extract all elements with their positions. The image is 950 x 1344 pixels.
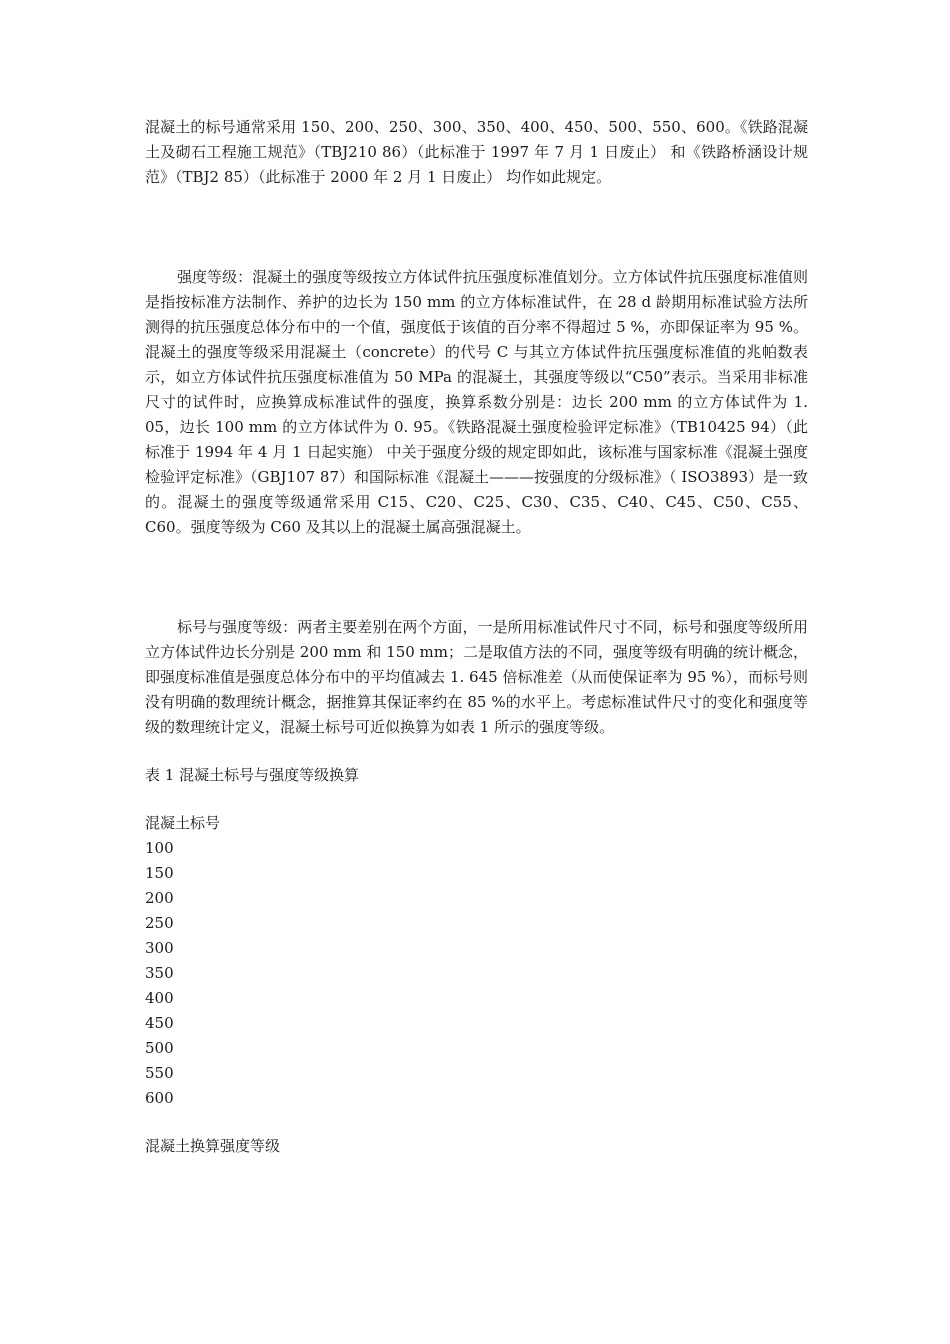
list-item: 200 xyxy=(145,889,174,907)
list-item: 300 xyxy=(145,939,174,957)
list-item: 150 xyxy=(145,864,174,882)
paragraph-strength-class: 强度等级：混凝土的强度等级按立方体试件抗压强度标准值划分。立方体试件抗压强度标准值则是指按标准方法制作、养护的边长为 150 mm 的立方体标准试件，在 28 d 龄期用标准试验方法所测得的抗压强度总体分布中的一个值，强度低于该值的百分率不得超过 5 %，亦即保证率为 95 %。混凝土的强度等级采用混凝土（concrete）的代号 C 与其立方体试件抗压强度标准值的兆帕数表示，如立方体试件抗压强度标准值为 50 MPa 的混凝土，其强度等级以“C50”表示。当采用非标准尺寸的试件时，应换算成标准试件的强度，换算系数分别是：边长 200 mm 的立方体试件为 1. 05，边长 100 mm 的立方体试件为 0. 95。《铁路混凝土强度检验评定标准》（TB10425 94）（此标准于 1994 年 4 月 1 日起实施） 中关于强度分级的规定即如此，该标准与国家标准《混凝土强度检验评定标准》（GBJ107 87）和国际标准《混凝土———按强度的分级标准》（ ISO3893）是一致的。混凝土的强度等级通常采用 C15、C20、C25、C30、C35、C40、C45、C50、C55、C60。强度等级为 C60 及其以上的混凝土属高强混凝土。 xyxy=(145,268,808,536)
list-item: 350 xyxy=(145,964,174,982)
list-item: 450 xyxy=(145,1014,174,1032)
list-item: 400 xyxy=(145,989,174,1007)
spacer xyxy=(145,740,808,763)
list-item: 550 xyxy=(145,1064,174,1082)
list-item: 100 xyxy=(145,839,174,857)
paragraph-grade-vs-class: 标号与强度等级：两者主要差别在两个方面，一是所用标准试件尺寸不同，标号和强度等级所用立方体试件边长分别是 200 mm 和 150 mm；二是取值方法的不同，强度等级有明确的统计概念，即强度标准值是强度总体分布中的平均值减去 1. 645 倍标准差（从而使保证率为 95 %），而标号则没有明确的数理统计概念，据推算其保证率约在 85 %的水平上。考虑标准试件尺寸的变化和强度等级的数理统计定义，混凝土标号可近似换算为如表 1 所示的强度等级。 xyxy=(145,618,808,736)
column-header-grade: 混凝土标号 xyxy=(145,814,221,832)
column-header-converted-class: 混凝土换算强度等级 xyxy=(145,1137,281,1155)
list-item: 500 xyxy=(145,1039,174,1057)
paragraph-grade-intro: 混凝土的标号通常采用 150、200、250、300、350、400、450、500、550、600。《铁路混凝土及砌石工程施工规范》（TBJ210 86）（此标准于 1997 年 7 月 1 日废止） 和《铁路桥涵设计规范》（TBJ2 85）（此标准于 2000 年 2 月 1 日废止） 均作如此规定。 xyxy=(145,118,808,186)
spacer xyxy=(145,788,808,811)
list-item: 250 xyxy=(145,914,174,932)
spacer xyxy=(145,1111,808,1134)
spacer xyxy=(145,540,808,615)
spacer xyxy=(145,190,808,265)
table-caption: 表 1 混凝土标号与强度等级换算 xyxy=(145,766,360,784)
document-page xyxy=(145,115,808,1159)
grade-value-list xyxy=(145,836,808,1111)
list-item: 600 xyxy=(145,1089,174,1107)
